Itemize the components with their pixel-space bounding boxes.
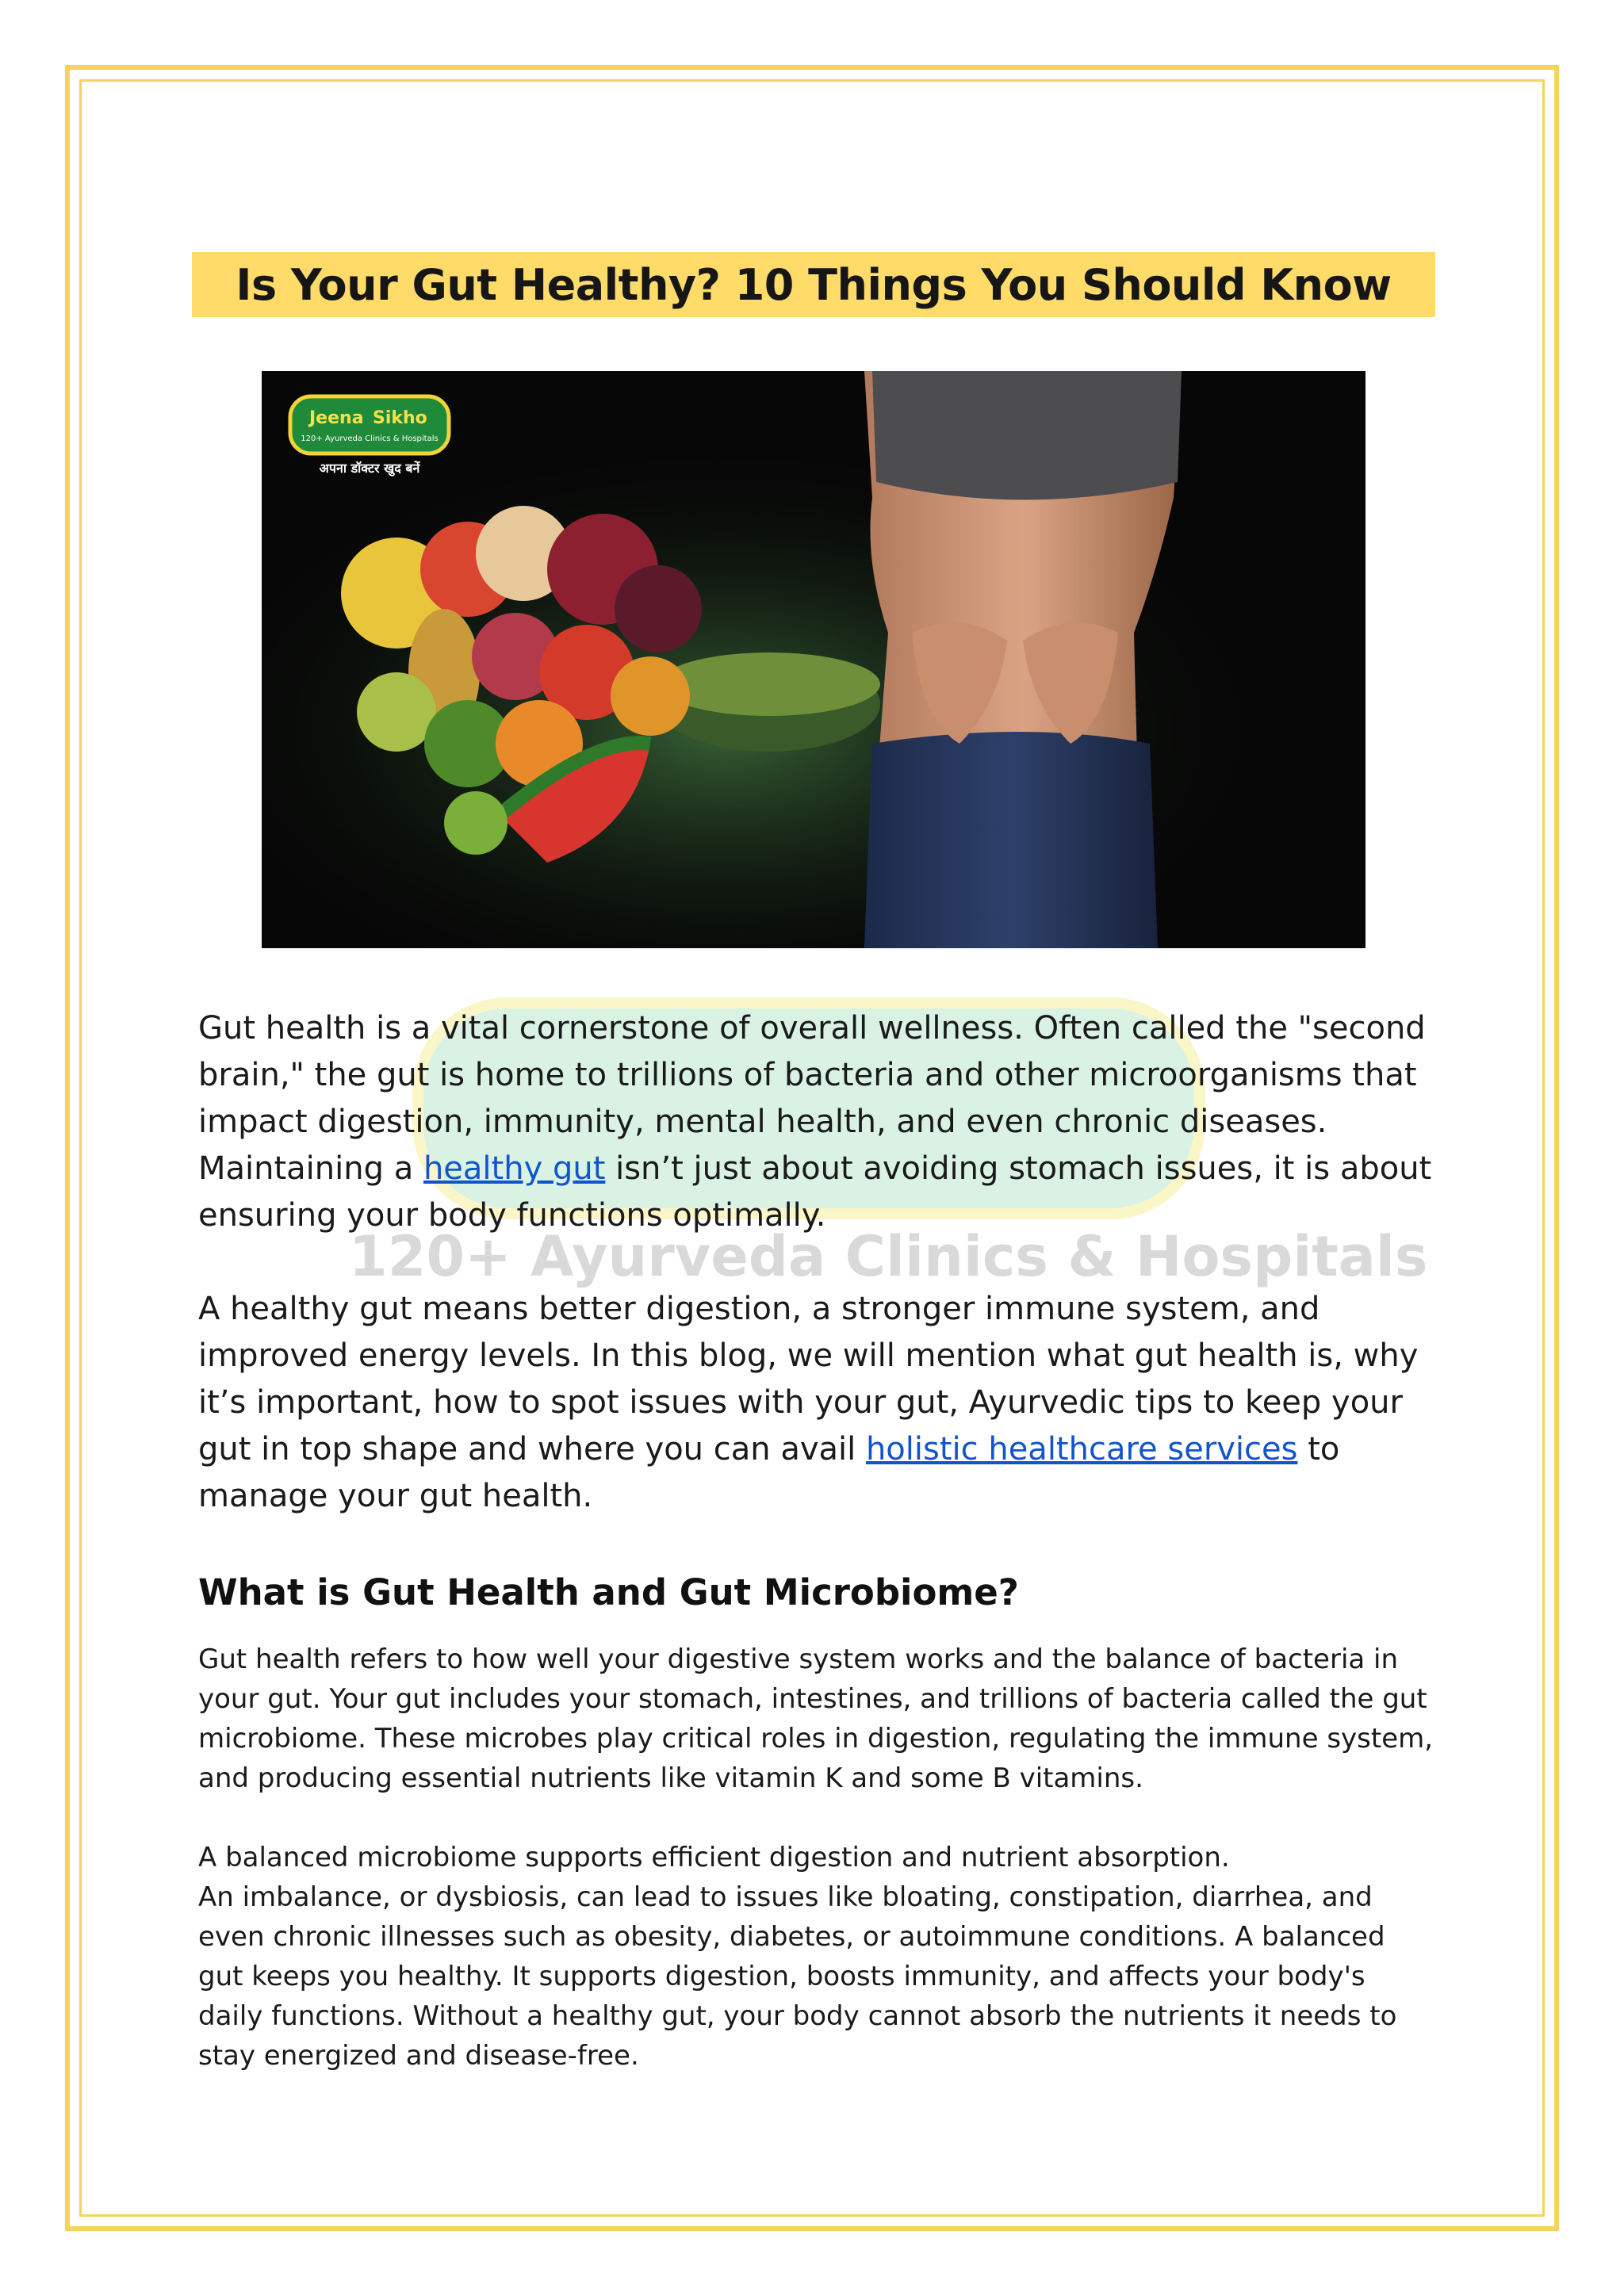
section-paragraph-2-line-1: A balanced microbiome supports efficient digestion and nutrient absorption. (198, 1842, 1230, 1873)
intro-paragraph-1-block (198, 1005, 1435, 1239)
hero-illustration (262, 371, 1365, 948)
intro-paragraph-1 (198, 1005, 1435, 1239)
intro-p1-text-a: Gut health is a vital cornerstone of overall wellness. Often called the "second brain," the gut is home to trillions of bacteria and other microorganisms that impact digestion, immunity, mental health, and even chronic diseases. Maintaining a (198, 1010, 1426, 1187)
intro-p2-text-a: A healthy gut means better digestion, a stronger immune system, and improved energy levels. In this blog, we will mention what gut health is, why it’s important, how to spot issues with your gut, Ayurvedic tips to keep your gut in top shape and where you can avail (198, 1291, 1419, 1468)
logo-word-1: Jeena (309, 408, 364, 428)
logo-subtitle: 120+ Ayurveda Clinics & Hospitals (301, 434, 439, 443)
section-paragraph-2-block (198, 1838, 1435, 2076)
section-paragraph-2: An imbalance, or dysbiosis, can lead to issues like bloating, constipation, diarrhea, and even chronic illnesses such as obesity, diabetes, or autoimmune conditions. A balanced gut keeps you healthy. It supports digestion, boosts immunity, and affects your body's daily functions. Without a healthy gut, your body cannot absorb the nutrients it needs to stay energized and disease-free. (198, 1881, 1397, 2072)
hero-image (262, 371, 1365, 948)
healthy-gut-link[interactable]: healthy gut (423, 1150, 606, 1187)
intro-paragraph-2 (198, 1286, 1435, 1520)
section-paragraph-1-block (198, 1640, 1435, 1798)
section-heading: What is Gut Health and Gut Microbiome? (198, 1571, 1019, 1613)
intro-p2-text-b: to manage your gut health. (198, 1431, 1340, 1514)
logo-word-2: Sikho (373, 408, 427, 428)
holistic-healthcare-link[interactable]: holistic healthcare services (865, 1431, 1298, 1468)
intro-paragraph-2-block (198, 1286, 1435, 1520)
title-banner (192, 252, 1435, 317)
section-paragraph-1: Gut health refers to how well your digestive system works and the balance of bacteria in your gut. Your gut includes your stomach, intestines, and trillions of bacteria called the gut microbiome. These microbes play critical roles in digestion, regulating the immune system, and producing essential nutrients like vitamin K and some B vitamins. (198, 1644, 1434, 1794)
watermark-text: 120+ Ayurveda Clinics & Hospitals (349, 1224, 1428, 1289)
page-title: Is Your Gut Healthy? 10 Things You Should Know (236, 259, 1392, 310)
section-heading-block (198, 1571, 1435, 1613)
logo-tagline: अपना डॉक्टर खुद बनें (319, 461, 420, 476)
intro-p1-text-b: isn’t just about avoiding stomach issues, it is about ensuring your body functions optimally. (198, 1150, 1432, 1234)
